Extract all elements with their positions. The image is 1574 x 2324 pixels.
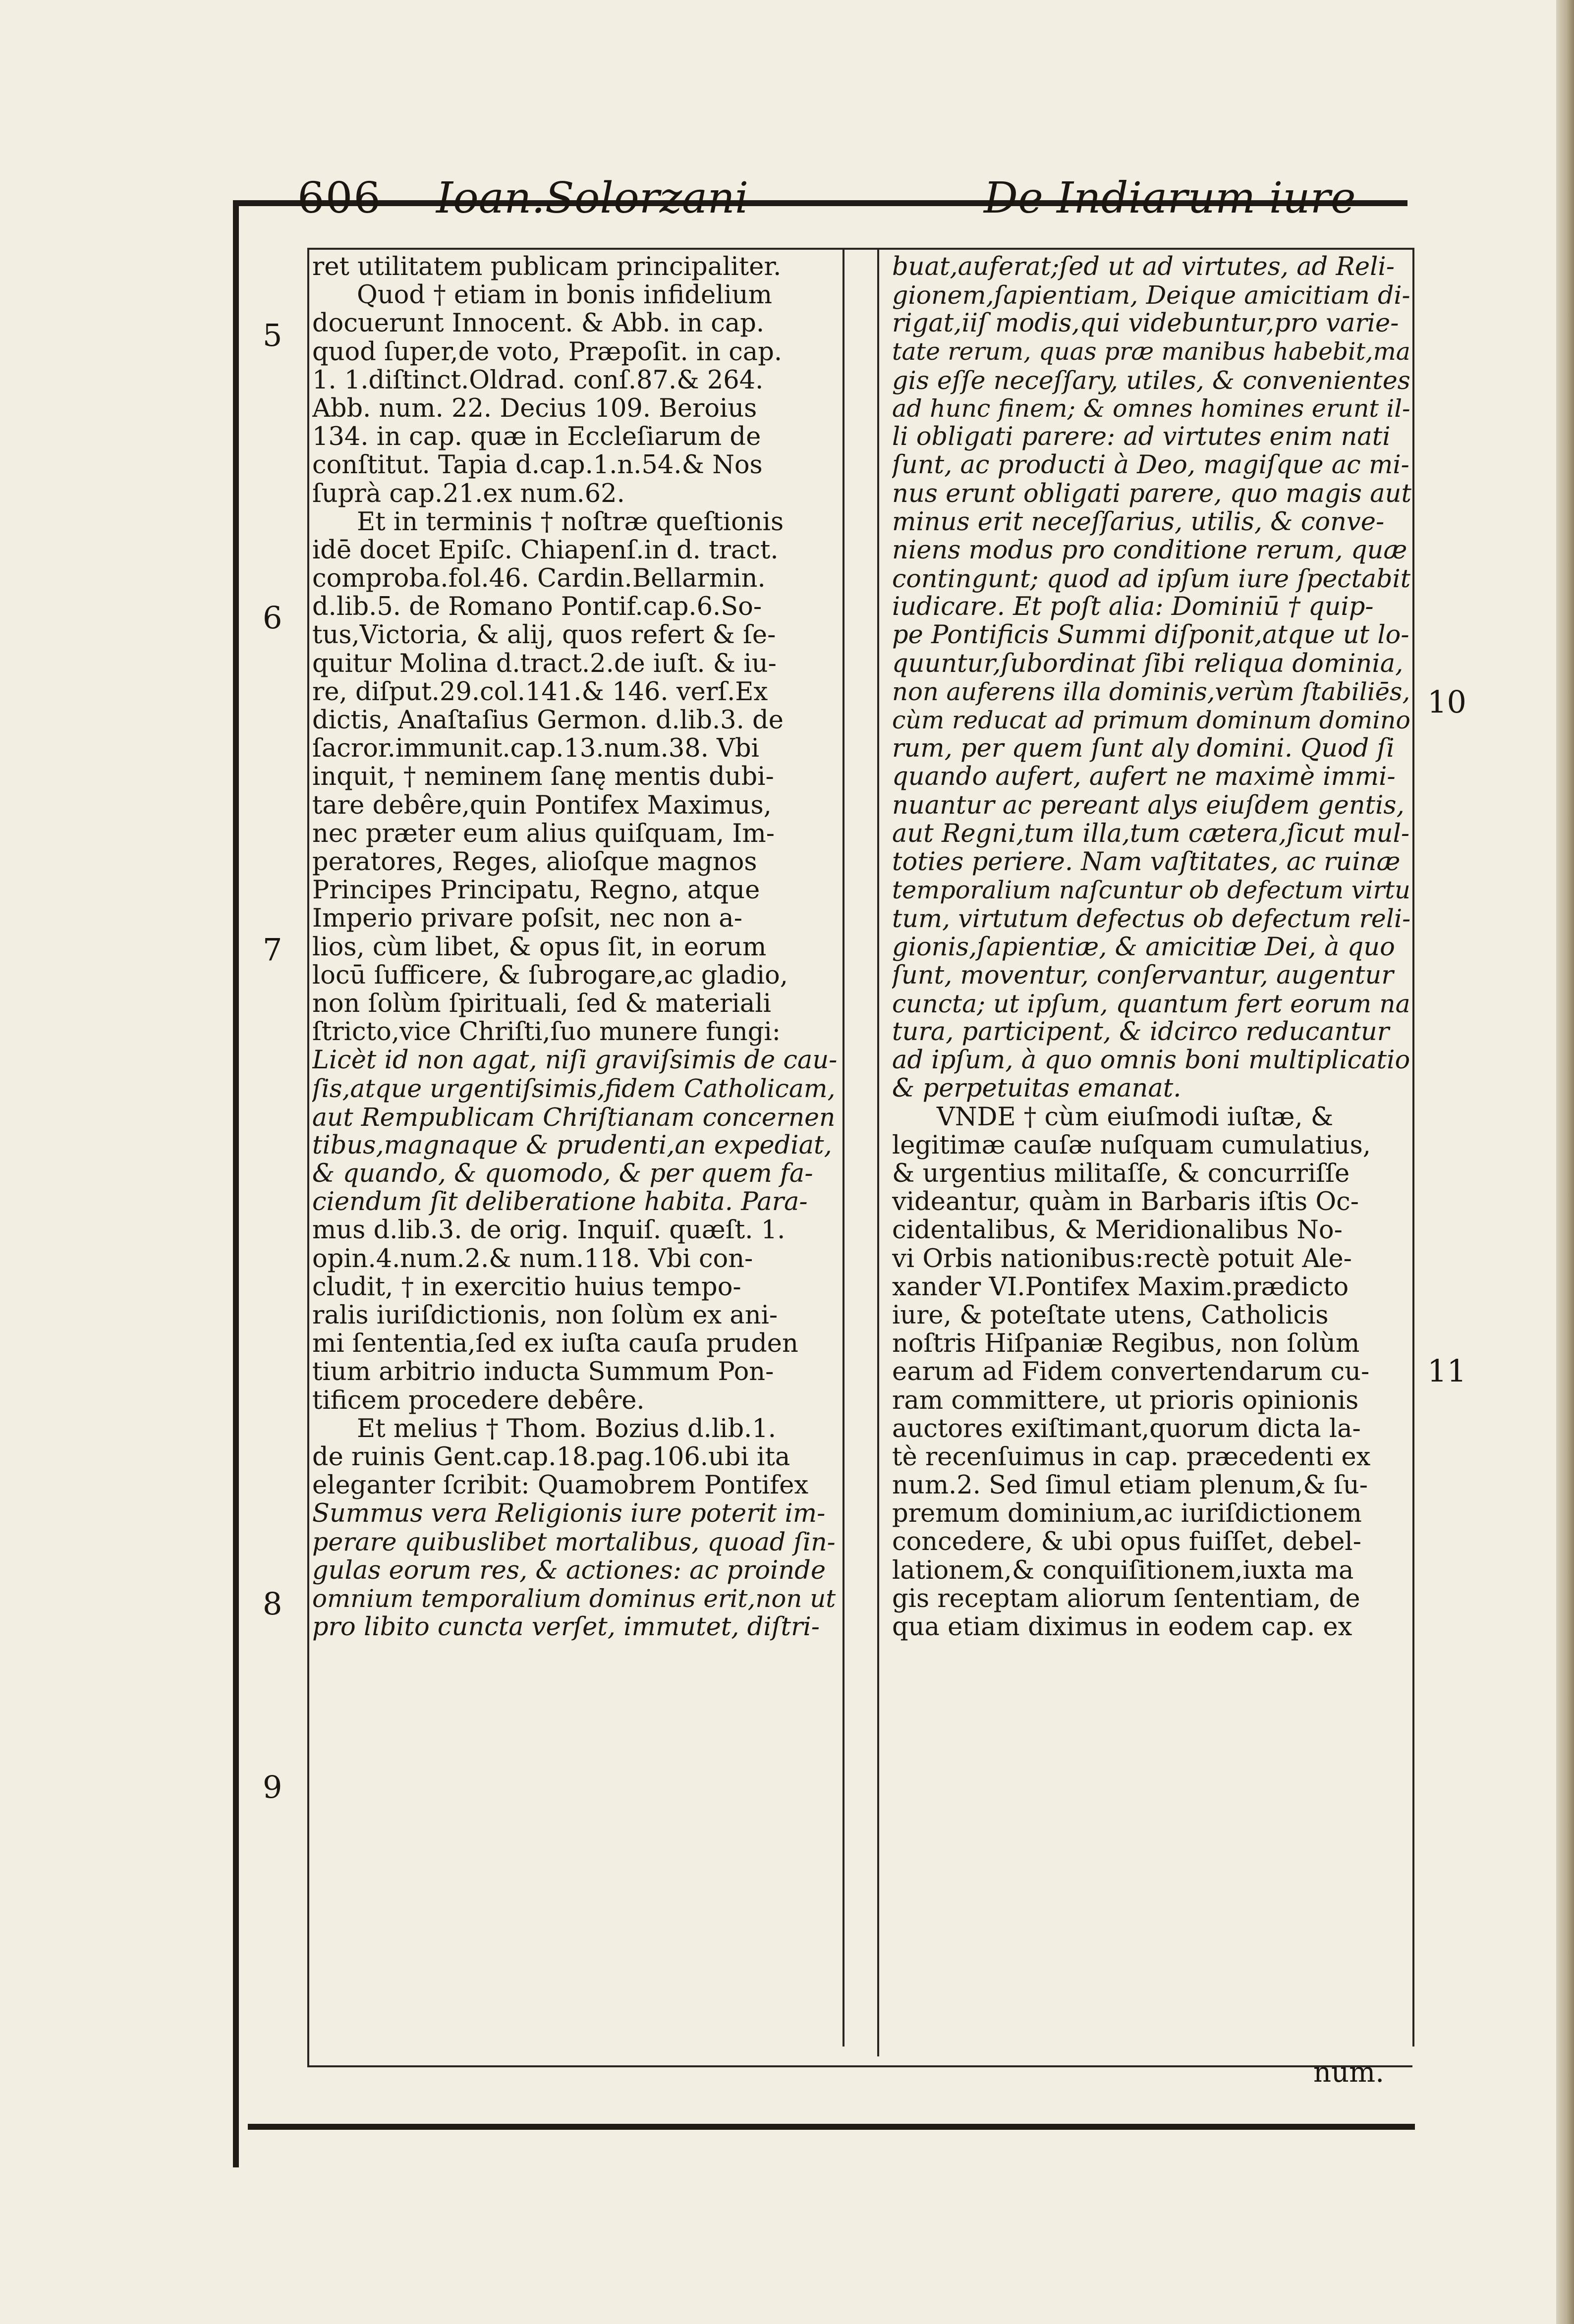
text-line: tate rerum, quas præ manibus habebit,ma [892, 337, 1410, 366]
text-line: num.2. Sed ſimul etiam plenum,& ſu- [892, 1471, 1368, 1500]
text-line: Imperio privare poſsit, nec non a- [312, 904, 742, 933]
text-line: cùm reducat ad primum dominum domino [892, 706, 1410, 734]
text-line: locū ſufficere, & ſubrogare,ac gladio, [312, 961, 788, 990]
text-line: ad hunc finem; & omnes homines erunt il- [892, 394, 1410, 423]
text-line: idē docet Epiſc. Chiapenſ.in d. tract. [312, 536, 779, 565]
text-line: conſtitut. Tapia d.cap.1.n.54.& Nos [312, 451, 763, 480]
text-line: de ruinis Gent.cap.18.pag.106.ubi ita [312, 1442, 790, 1472]
text-line: perare quibuslibet mortalibus, quoad ſin- [312, 1528, 836, 1556]
text-line: niens modus pro conditione rerum, quæ [892, 536, 1407, 565]
text-line: eleganter ſcribit: Quamobrem Pontifex [312, 1471, 809, 1500]
text-line: tium arbitrio inducta Summum Pon- [312, 1358, 774, 1386]
margin-number-11: 11 [1427, 1353, 1466, 1389]
text-line: pro libito cuncta verſet, immutet, diſtri- [312, 1613, 820, 1642]
text-line: pe Pontificis Summi diſponit,atque ut lo- [892, 621, 1409, 650]
text-line: non auferens illa dominis,verùm ſtabiliēs, [892, 677, 1410, 706]
page-number: 606 [297, 173, 382, 223]
margin-number-9: 9 [263, 1769, 282, 1805]
frame-left-rule [233, 200, 239, 2167]
text-line: tificem procedere debêre. [312, 1386, 645, 1415]
inner-top-rule [307, 248, 1412, 250]
text-line: cidentalibus, & Meridionalibus No- [892, 1216, 1343, 1245]
text-line: dictis, Anaſtaſius Germon. d.lib.3. de [312, 706, 784, 735]
text-line: ret utilitatem publicam principaliter. [312, 253, 782, 281]
right-text-column [892, 253, 1412, 2039]
text-line: noſtris Hiſpaniæ Regibus, non ſolùm [892, 1329, 1360, 1358]
text-line: premum dominium,ac iuriſdictionem [892, 1499, 1362, 1528]
text-line: ſuprà cap.21.ex num.62. [312, 479, 625, 508]
text-line: cuncta; ut ipſum, quantum fert eorum na [892, 989, 1410, 1018]
margin-number-6: 6 [263, 600, 282, 636]
text-line: temporalium naſcuntur ob defectum virtu [892, 876, 1410, 905]
text-line: & urgentius militaſſe, & concurriſſe [892, 1160, 1350, 1188]
running-head-author: Ioan.Solorzani [436, 173, 749, 223]
column-divider-right [877, 248, 879, 2056]
text-line: iudicare. Et poſt alia: Dominiū † quip- [892, 593, 1374, 621]
text-line: rum, per quem ſunt aly domini. Quod ſi [892, 734, 1395, 763]
text-line: mi ſententia,ſed ex iuſta cauſa pruden [312, 1329, 798, 1358]
text-line: quitur Molina d.tract.2.de iuſt. & iu- [312, 649, 777, 678]
text-line: inquit, † neminem ſanę mentis dubi- [312, 763, 774, 791]
text-line: tum, virtutum defectus ob defectum reli- [892, 904, 1411, 933]
text-line: earum ad Fidem convertendarum cu- [892, 1358, 1370, 1386]
text-line: ſtricto,vice Chriſti,ſuo munere fungi: [312, 1018, 781, 1047]
page-header [0, 173, 1574, 228]
text-line: buat,auferat;ſed ut ad virtutes, ad Reli- [892, 253, 1395, 281]
text-line: gionem,ſapientiam, Deique amicitiam di- [892, 281, 1410, 310]
text-line: iure, & poteſtate utens, Catholicis [892, 1301, 1329, 1330]
inner-bottom-rule [307, 2065, 1412, 2067]
text-line: Abb. num. 22. Decius 109. Beroius [312, 394, 757, 423]
running-head-title: De Indiarum iure [984, 173, 1356, 223]
text-line: lationem,& conquiſitionem,iuxta ma [892, 1556, 1354, 1585]
text-line: non ſolùm ſpirituali, ſed & materiali [312, 989, 771, 1018]
text-line: comproba.fol.46. Cardin.Bellarmin. [312, 564, 766, 593]
column-divider-left [843, 248, 844, 2047]
text-line: & perpetuitas emanat. [892, 1074, 1181, 1103]
text-line: 134. in cap. quæ in Eccleſiarum de [312, 423, 761, 451]
text-line: vi Orbis nationibus:rectè potuit Ale- [892, 1244, 1352, 1273]
text-line: ciendum ſit deliberatione habita. Para- [312, 1188, 808, 1217]
text-line: videantur, quàm in Barbaris iſtis Oc- [892, 1188, 1359, 1217]
text-line: li obligati parere: ad virtutes enim nati [892, 423, 1391, 451]
text-line: quuntur,ſubordinat ſibi reliqua dominia, [892, 649, 1404, 678]
frame-bottom-rule [248, 2124, 1415, 2130]
text-line: nuantur ac pereant alys eiuſdem gentis, [892, 791, 1405, 820]
left-text-column [312, 253, 838, 2039]
text-line: peratores, Reges, alioſque magnos [312, 847, 757, 877]
text-line: aut Regni,tum illa,tum cætera,ſicut mul- [892, 819, 1410, 848]
inner-right-rule [1412, 248, 1414, 2047]
text-line: tura, participent, & idcirco reducantur [892, 1018, 1390, 1047]
text-line: ſis,atque urgentiſsimis,fidem Catholicam, [312, 1074, 836, 1103]
text-line: omnium temporalium dominus erit,non ut [312, 1584, 836, 1613]
text-line: Principes Principatu, Regno, atque [312, 876, 760, 905]
text-line: 1. 1.diſtinct.Oldrad. conſ.87.& 264. [312, 366, 764, 394]
text-line: Licèt id non agat, niſi graviſsimis de cau- [312, 1046, 838, 1075]
page-edge [1556, 0, 1574, 2324]
text-line: opin.4.num.2.& num.118. Vbi con- [312, 1244, 753, 1273]
text-line: ſacror.immunit.cap.13.num.38. Vbi [312, 734, 759, 763]
text-line: cludit, † in exercitio huius tempo- [312, 1273, 741, 1301]
text-line: Et melius † Thom. Bozius d.lib.1. [357, 1414, 776, 1443]
text-line: re, diſput.29.col.141.& 146. verſ.Ex [312, 677, 768, 706]
text-line: docuerunt Innocent. & Abb. in cap. [312, 309, 765, 338]
text-line: contingunt; quod ad ipſum iure ſpectabit [892, 564, 1411, 593]
text-line: tus,Victoria, & alij, quos refert & ſe- [312, 621, 776, 650]
text-line: gis eſſe neceſſary, utiles, & convenientes [892, 366, 1410, 394]
text-line: legitimæ cauſæ nuſquam cumulatius, [892, 1131, 1371, 1160]
text-line: rigat,iiſ modis,qui videbuntur,pro varie- [892, 309, 1399, 338]
margin-number-5: 5 [263, 317, 282, 353]
text-line: toties periere. Nam vaſtitates, ac ruinæ [892, 847, 1401, 877]
text-line: Summus vera Religionis iure poterit im- [312, 1499, 826, 1528]
text-line: VNDE † cùm eiuſmodi iuſtæ, & [937, 1103, 1334, 1131]
text-line: tè recenſuimus in cap. præcedenti ex [892, 1442, 1371, 1472]
text-line: d.lib.5. de Romano Pontif.cap.6.So- [312, 593, 762, 621]
text-line: nec præter eum alius quiſquam, Im- [312, 819, 775, 848]
text-line: gis receptam aliorum ſententiam, de [892, 1584, 1360, 1613]
text-line: Quod † etiam in bonis infidelium [357, 281, 772, 310]
text-line: quando aufert, aufert ne maximè immi- [892, 763, 1396, 791]
text-line: mus d.lib.3. de orig. Inquiſ. quæſt. 1. [312, 1216, 786, 1245]
text-line: qua etiam diximus in eodem cap. ex [892, 1613, 1352, 1642]
text-line: Et in terminis † noſtræ queſtionis [357, 507, 784, 536]
margin-number-10: 10 [1427, 684, 1466, 720]
margin-number-7: 7 [263, 932, 282, 968]
text-line: ram committere, ut prioris opinionis [892, 1386, 1359, 1415]
text-line: aut Rempublicam Chriſtianam concernen [312, 1103, 836, 1131]
text-line: minus erit neceſſarius, utilis, & conve- [892, 507, 1385, 536]
text-line: ſunt, ac producti à Deo, magiſque ac mi- [892, 451, 1409, 480]
text-line: quod ſuper,de voto, Præpoſit. in cap. [312, 337, 783, 366]
text-line: nus erunt obligati parere, quo magis aut [892, 479, 1411, 508]
text-line: xander VI.Pontifex Maxim.prædicto [892, 1273, 1349, 1301]
text-line: ſunt, moventur, conſervantur, augentur [892, 961, 1394, 990]
margin-number-8: 8 [263, 1586, 282, 1622]
text-line: concedere, & ubi opus fuiſſet, debel- [892, 1528, 1361, 1556]
text-line: & quando, & quomodo, & per quem fa- [312, 1160, 813, 1188]
text-line: auctores exiſtimant,quorum dicta la- [892, 1414, 1361, 1443]
inner-left-rule [307, 248, 309, 2066]
text-line: lios, cùm libet, & opus ſit, in eorum [312, 933, 767, 961]
text-line: gionis,ſapientiæ, & amicitiæ Dei, à quo [892, 933, 1395, 961]
text-line: tare debêre,quin Pontifex Maximus, [312, 791, 772, 820]
text-line: ad ipſum, à quo omnis boni multiplicatio [892, 1046, 1410, 1075]
text-line: tibus,magnaque & prudenti,an expediat, [312, 1131, 832, 1160]
text-line: ralis iuriſdictionis, non ſolùm ex ani- [312, 1301, 778, 1330]
text-line: gulas eorum res, & actiones: ac proinde [312, 1556, 826, 1585]
catchword: num. [1313, 2056, 1385, 2089]
